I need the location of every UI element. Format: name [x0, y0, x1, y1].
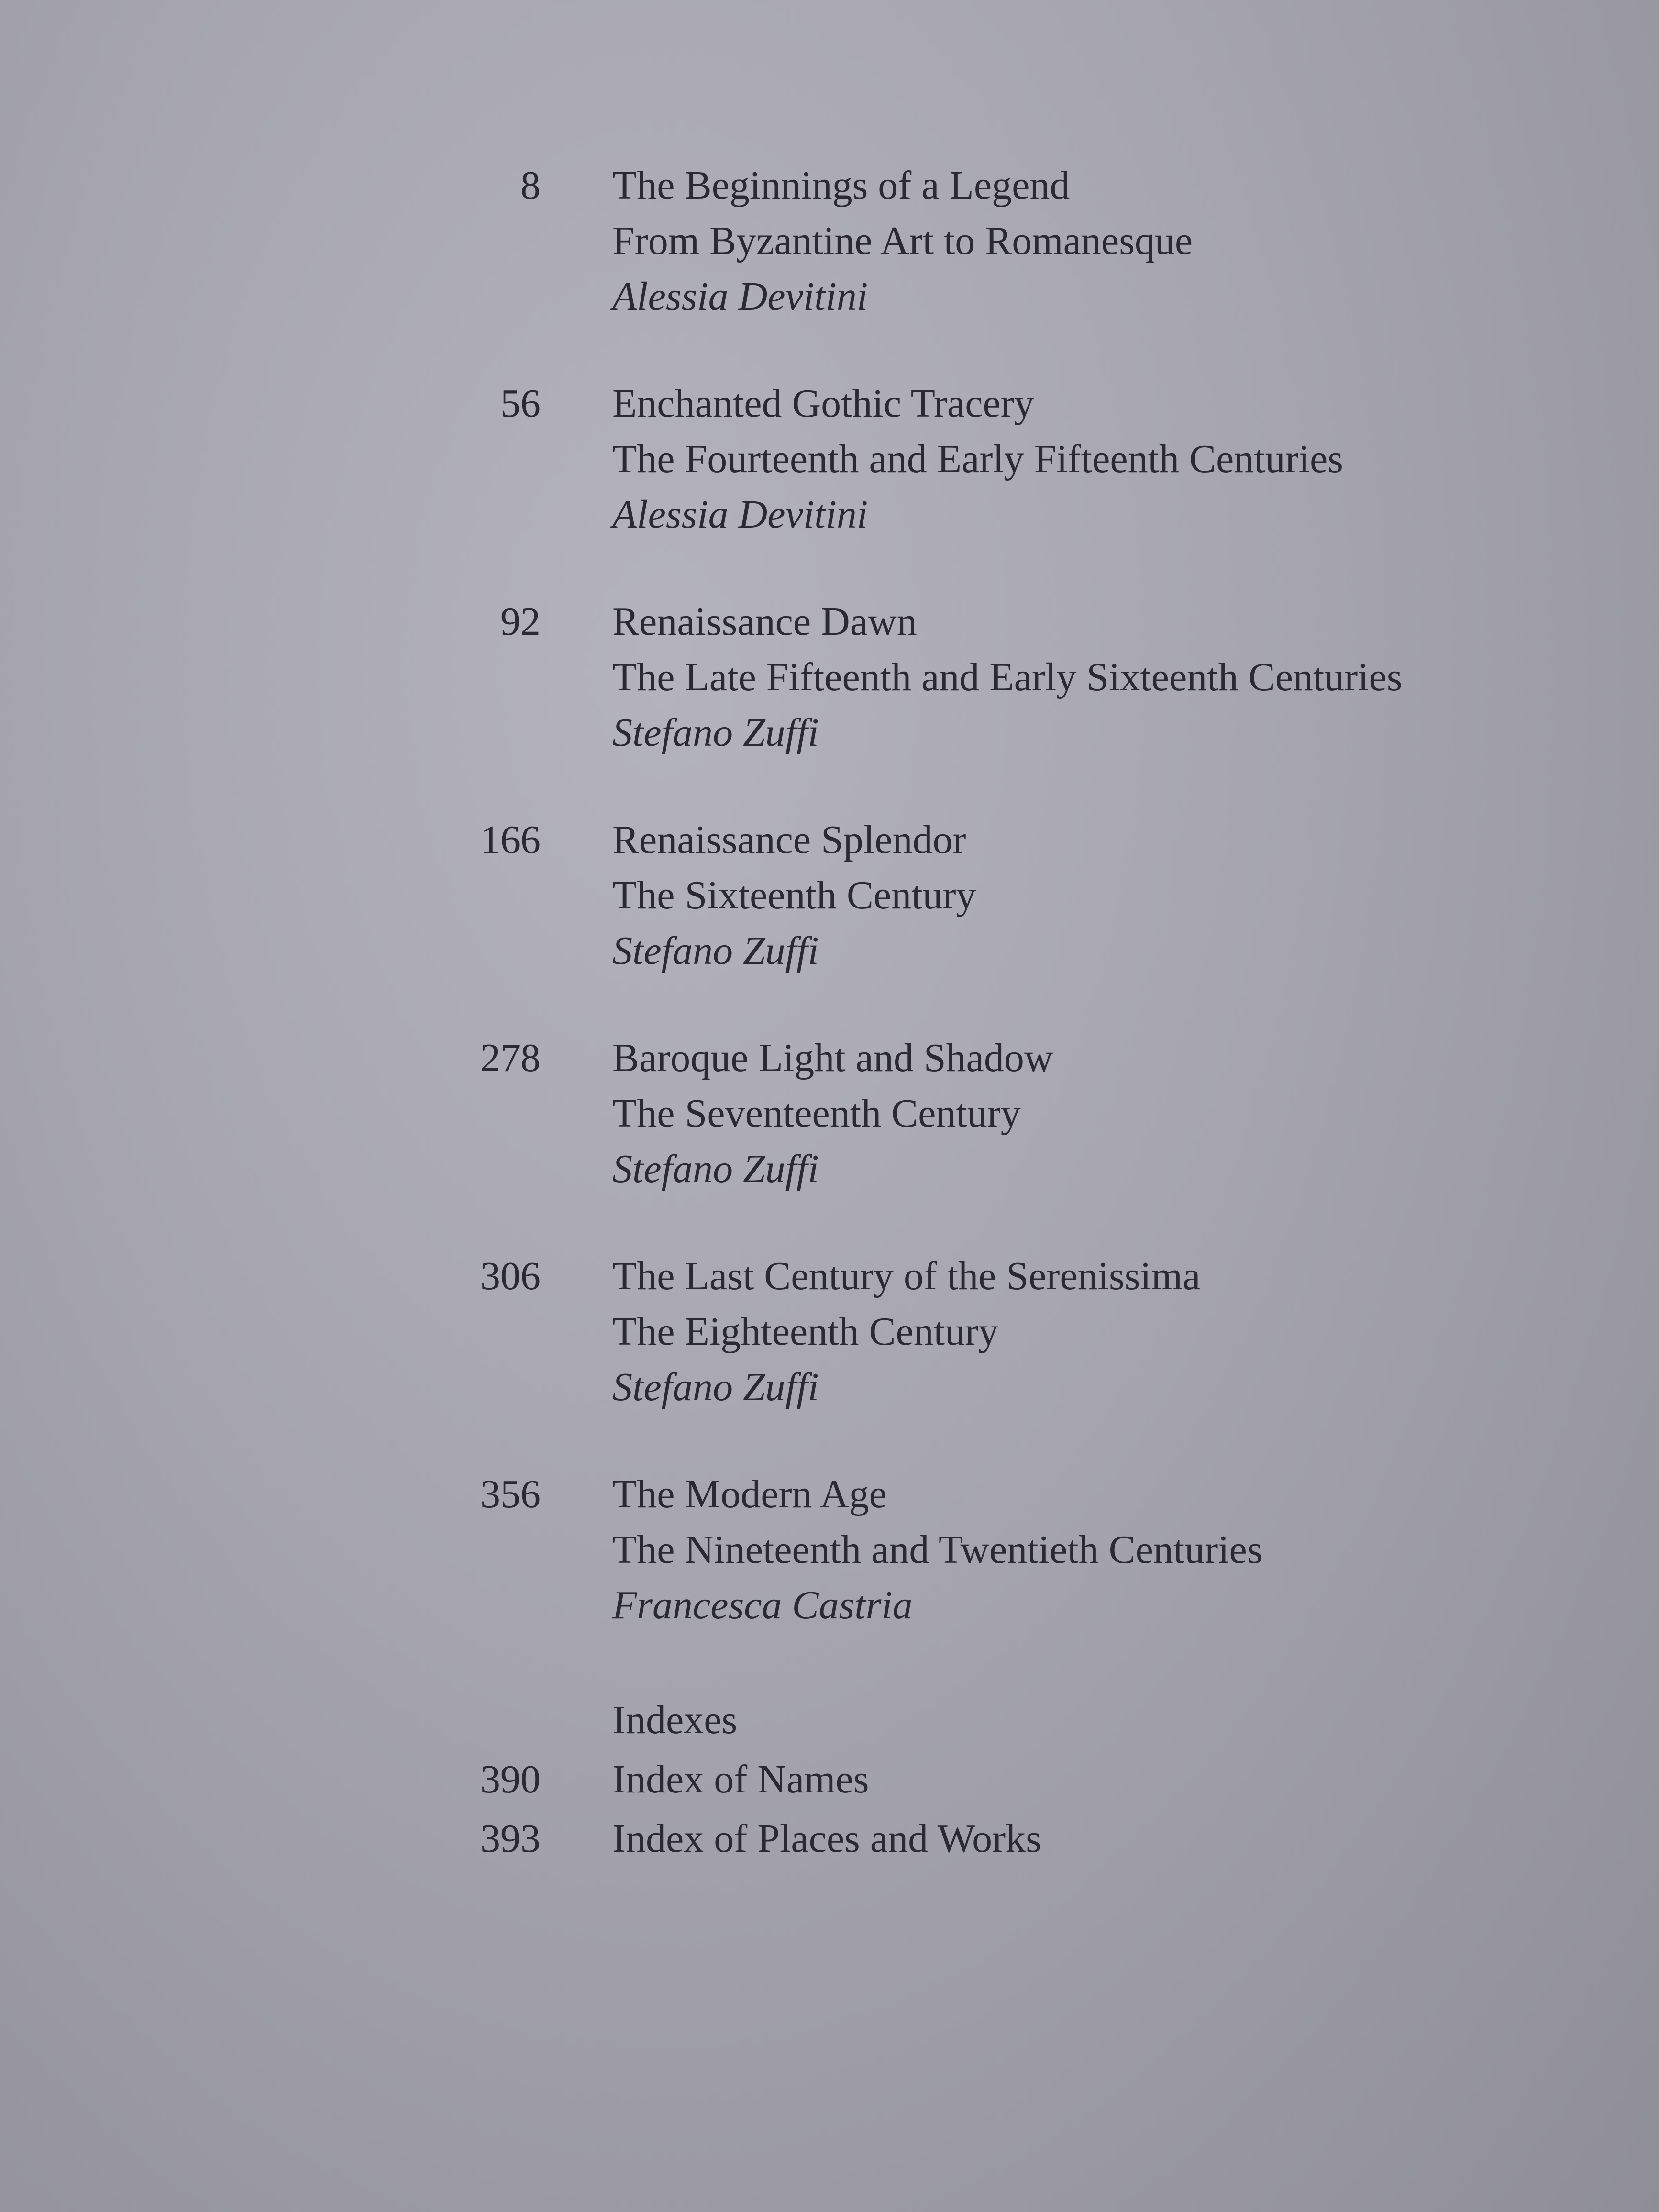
chapter-title: Enchanted Gothic Tracery: [612, 381, 1034, 426]
index-title: Index of Places and Works: [612, 1816, 1041, 1861]
toc-page-number: 356: [480, 1472, 541, 1516]
toc-entry-text: [612, 1467, 1263, 1633]
toc-entry-text: [612, 1249, 1200, 1415]
chapter-author: Francesca Castria: [612, 1583, 913, 1627]
toc-entry: [431, 1030, 1531, 1197]
chapter-subtitle: The Sixteenth Century: [612, 873, 976, 918]
chapter-subtitle: The Nineteenth and Twentieth Centuries: [612, 1527, 1263, 1572]
toc-entry: [431, 158, 1531, 324]
chapter-title: The Modern Age: [612, 1472, 887, 1516]
chapter-title: Renaissance Splendor: [612, 818, 966, 862]
toc-page-number: 278: [480, 1036, 541, 1080]
toc-entry: [431, 1249, 1531, 1415]
chapter-subtitle: From Byzantine Art to Romanesque: [612, 219, 1193, 263]
toc-page-number: 390: [480, 1757, 541, 1802]
chapter-author: Stefano Zuffi: [612, 710, 819, 755]
toc-entry-text: [612, 158, 1193, 324]
index-title: Index of Names: [612, 1757, 869, 1802]
toc-page-number: 393: [480, 1816, 541, 1861]
toc-page-number: 56: [500, 381, 541, 426]
chapter-subtitle: The Eighteenth Century: [612, 1309, 999, 1354]
toc-entry-text: [612, 1750, 869, 1809]
index-entry: [431, 1750, 1531, 1809]
toc-entry-text: [612, 376, 1343, 542]
toc-page-number: 92: [500, 599, 541, 644]
toc-page-number: 166: [480, 818, 541, 862]
chapter-author: Stefano Zuffi: [612, 1365, 819, 1409]
toc-entry: [431, 376, 1531, 542]
chapter-title: Baroque Light and Shadow: [612, 1036, 1053, 1080]
toc-entry-text: [612, 1030, 1053, 1197]
chapter-subtitle: The Late Fifteenth and Early Sixteenth Centuries: [612, 655, 1403, 699]
chapter-author: Stefano Zuffi: [612, 929, 819, 973]
toc-entry: [431, 812, 1531, 979]
toc-page-number: 306: [480, 1254, 541, 1298]
chapter-subtitle: The Fourteenth and Early Fifteenth Centuries: [612, 437, 1343, 481]
chapter-author: Stefano Zuffi: [612, 1147, 819, 1191]
indexes-heading: Indexes: [612, 1698, 738, 1742]
toc-entry-text: [612, 1809, 1041, 1869]
chapter-author: Alessia Devitini: [612, 492, 868, 537]
chapter-title: The Last Century of the Serenissima: [612, 1254, 1201, 1298]
toc-entry-text: [612, 812, 976, 979]
index-entry: [431, 1809, 1531, 1869]
toc-entry: [431, 594, 1531, 761]
chapter-author: Alessia Devitini: [612, 274, 868, 319]
toc-entry: [431, 1467, 1531, 1633]
toc-page-number: 8: [520, 163, 541, 208]
chapter-subtitle: The Seventeenth Century: [612, 1091, 1021, 1136]
chapter-title: The Beginnings of a Legend: [612, 163, 1070, 208]
chapter-title: Renaissance Dawn: [612, 599, 917, 644]
table-of-contents: [431, 158, 1531, 1869]
toc-entry-text: [612, 594, 1403, 761]
